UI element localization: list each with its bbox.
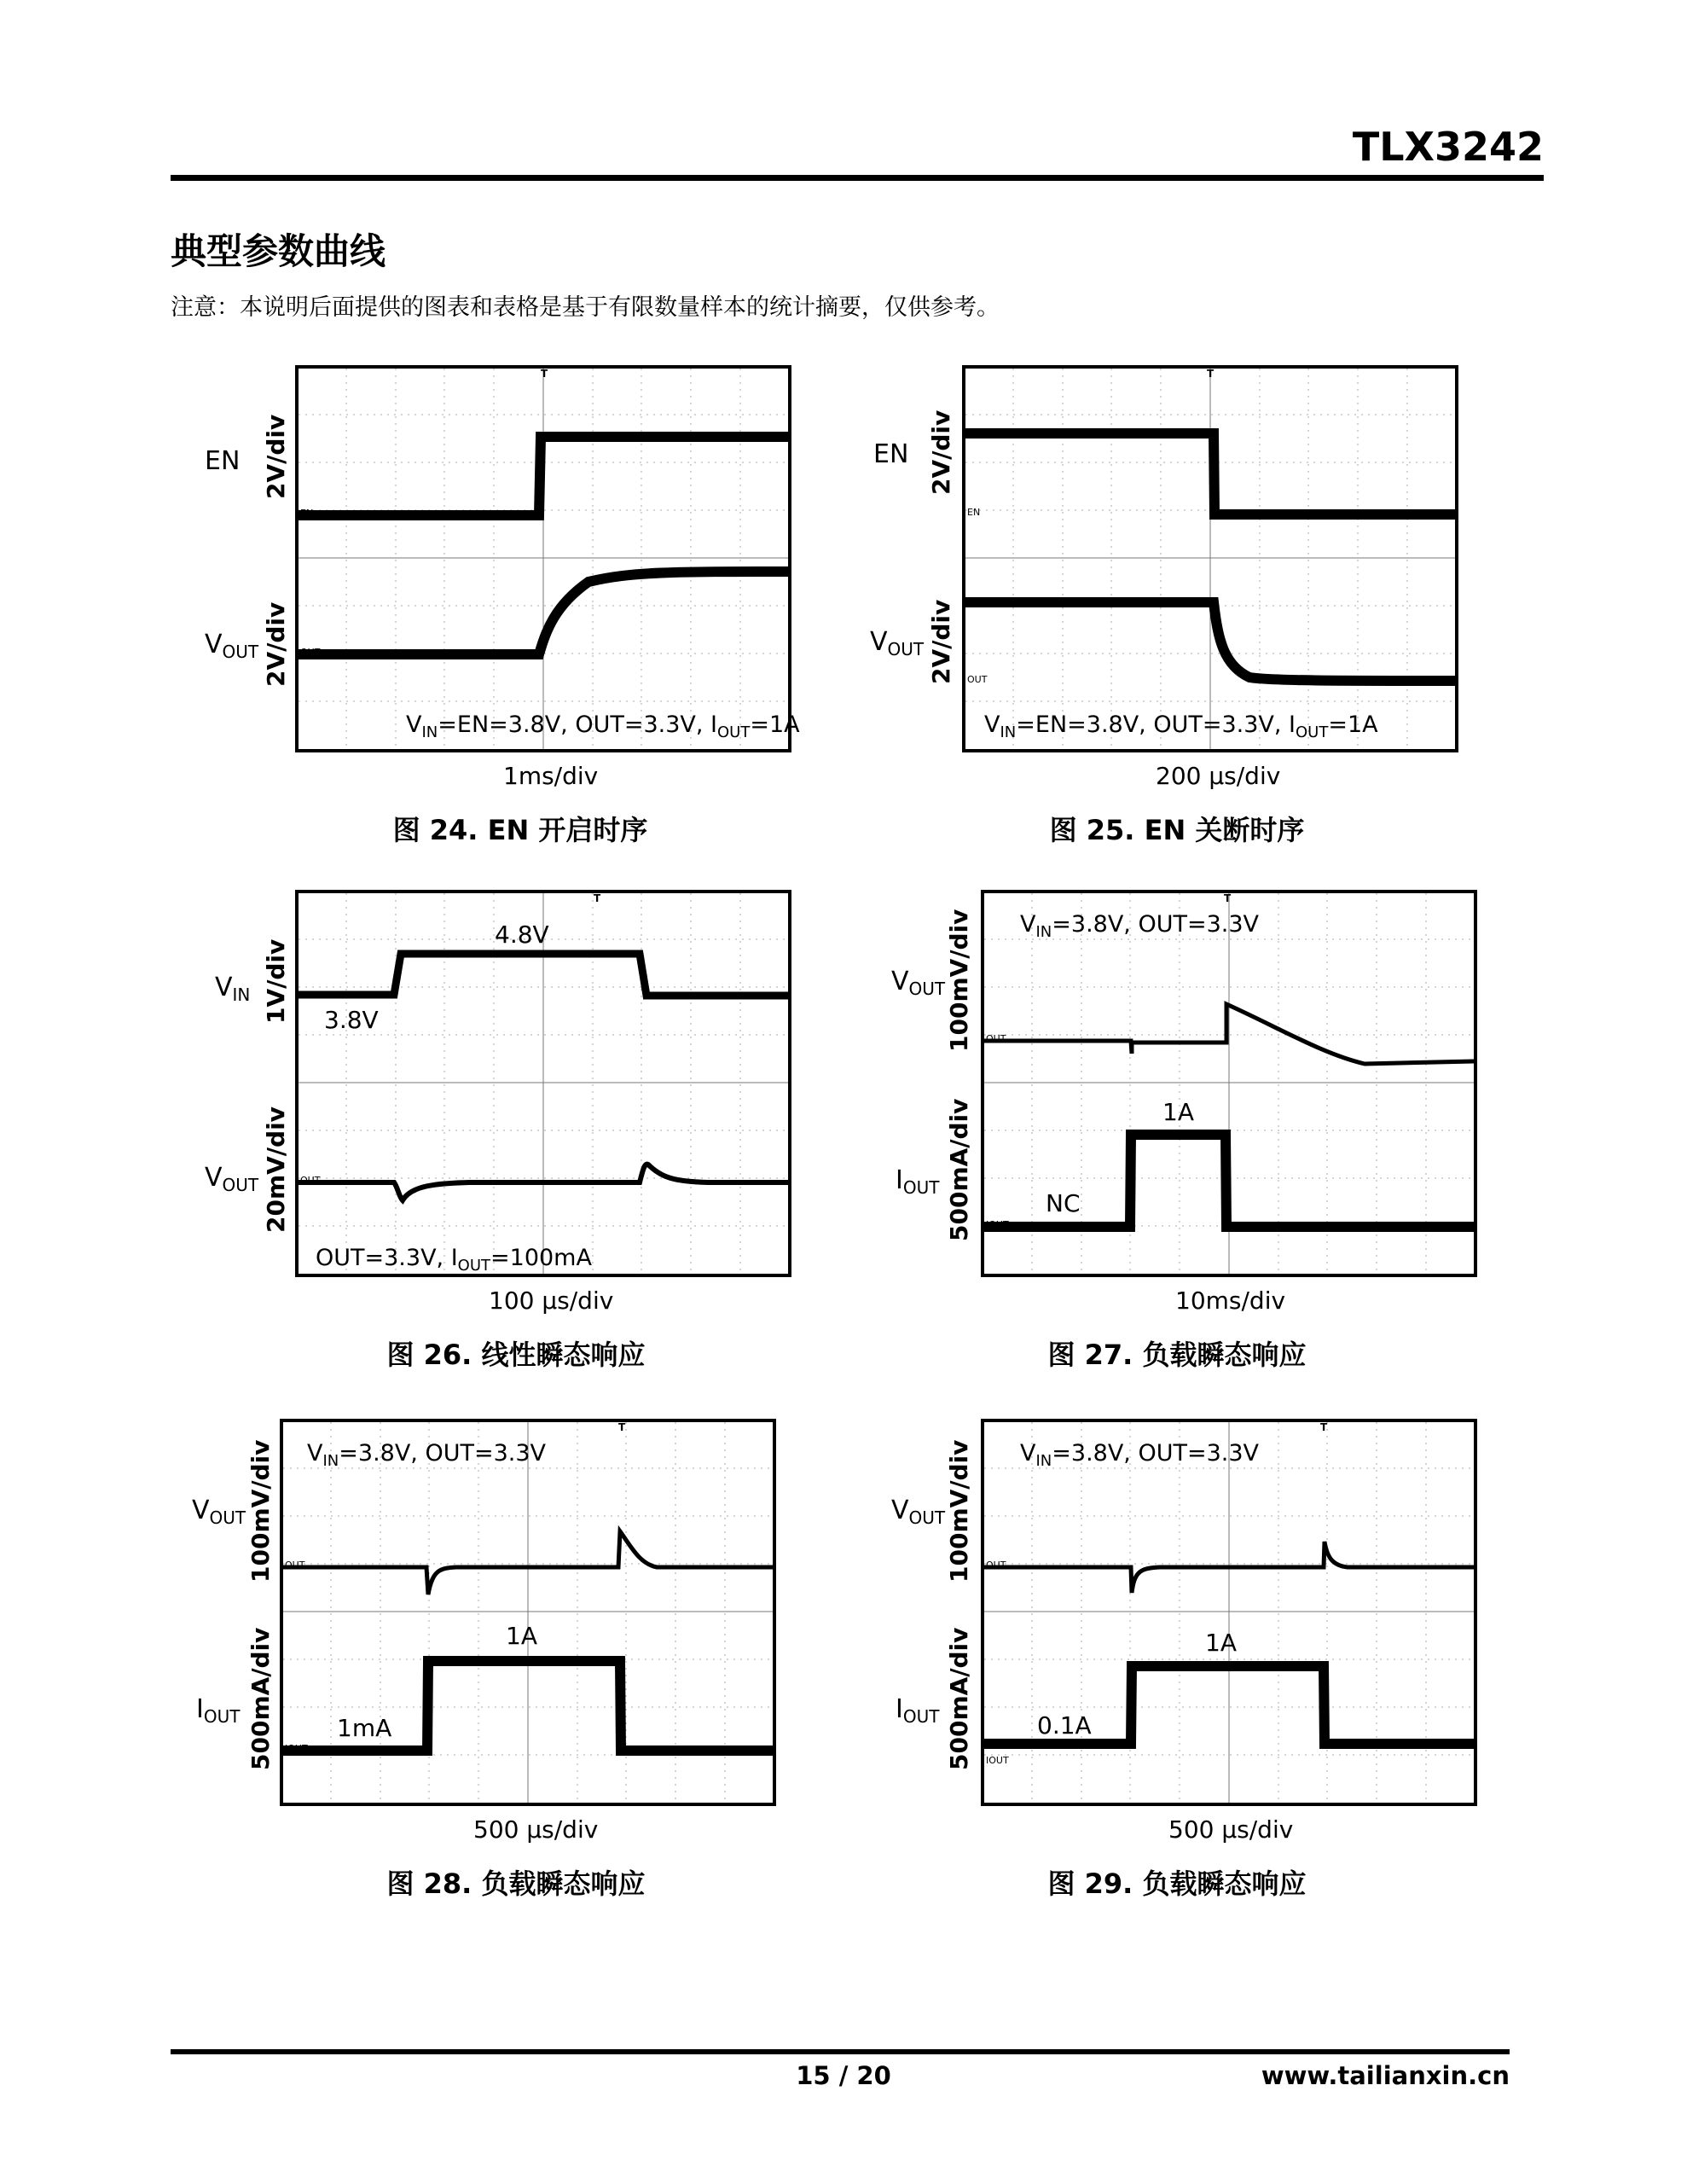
fig24-ch1-scale: 2V/div	[262, 414, 290, 499]
fig27-caption: 图 27. 负载瞬态响应	[1047, 1339, 1307, 1371]
svg-text:IOUT: IOUT	[986, 1219, 1009, 1230]
fig27-xdiv: 10ms/div	[1175, 1287, 1286, 1315]
svg-text:EN: EN	[300, 508, 314, 519]
fig28-ann-high: 1A	[506, 1622, 537, 1650]
fig26-caption: 图 26. 线性瞬态响应	[386, 1339, 646, 1371]
part-number: TLX3242	[1352, 124, 1544, 170]
fig25-ch2-label: $V_{OUT}$	[870, 627, 925, 659]
svg-text:T: T	[1207, 368, 1215, 380]
website-link[interactable]: www.tailianxin.cn	[1261, 2061, 1510, 2090]
figure-27-scope	[878, 883, 1493, 1284]
fig26-ann-high: 4.8V	[495, 921, 549, 949]
header-rule	[171, 175, 1544, 181]
footer-rule	[171, 2049, 1510, 2054]
fig26-ch2-scale: 20mV/div	[262, 1107, 290, 1233]
svg-text:EN: EN	[205, 446, 241, 476]
svg-text:OUT: OUT	[300, 1175, 321, 1186]
fig28-ch1-scale: 100mV/div	[246, 1439, 275, 1583]
fig25-ch1-scale: 2V/div	[927, 410, 955, 495]
fig26-ch2-label: $V_{OUT}$	[205, 1163, 259, 1195]
fig25-ch2-scale: 2V/div	[927, 599, 955, 684]
fig27-ann-low: NC	[1046, 1189, 1081, 1217]
svg-text:T: T	[618, 1421, 626, 1433]
fig26-ch1-label: $V_{IN}$	[215, 973, 251, 1005]
svg-text:T: T	[541, 368, 548, 380]
fig24-ch2-scale: 2V/div	[262, 601, 290, 687]
fig29-ch2-scale: 500mA/div	[945, 1627, 973, 1770]
svg-text:OUT: OUT	[285, 1560, 305, 1571]
fig27-ann-high: 1A	[1162, 1098, 1194, 1126]
svg-text:OUT: OUT	[986, 1560, 1006, 1571]
fig25-ch1-label: EN	[873, 439, 909, 469]
fig24-condition: $V_{IN}=EN=3.8V$, OUT=3.3V, $I_{OUT}=1A$	[406, 712, 800, 741]
figure-24-scope	[196, 358, 810, 759]
fig24-xdiv: 1ms/div	[503, 762, 599, 790]
fig28-ch2-label: $I_{OUT}$	[196, 1694, 241, 1727]
svg-text:IOUT: IOUT	[285, 1743, 308, 1754]
fig29-ch1-scale: 100mV/div	[945, 1439, 973, 1583]
fig27-condition: $V_{IN}=3.8V$, OUT=3.3V	[1020, 911, 1260, 941]
fig28-xdiv: 500 µs/div	[473, 1815, 599, 1844]
svg-text:OUT: OUT	[300, 647, 321, 658]
section-note: 注意：本说明后面提供的图表和表格是基于有限数量样本的统计摘要，仅供参考。	[171, 294, 1000, 321]
figure-25-scope	[861, 358, 1475, 759]
svg-text:T: T	[1320, 1421, 1328, 1433]
fig27-ch1-label: $V_{OUT}$	[891, 967, 946, 999]
fig25-caption: 图 25. EN 关断时序	[1049, 814, 1305, 846]
fig29-ch1-label: $V_{OUT}$	[891, 1496, 946, 1528]
svg-text:EN: EN	[967, 507, 981, 518]
svg-text:VOUT: $V_{OUT}$	[205, 630, 259, 662]
page-number: 15 / 20	[796, 2061, 891, 2090]
svg-text:T: T	[1224, 892, 1232, 904]
fig24-caption: 图 24. EN 开启时序	[392, 814, 648, 846]
fig25-xdiv: 200 µs/div	[1156, 762, 1281, 790]
fig29-xdiv: 500 µs/div	[1168, 1815, 1294, 1844]
fig29-ann-high: 1A	[1205, 1629, 1237, 1657]
fig26-ann-low: 3.8V	[324, 1006, 379, 1034]
fig29-caption: 图 29. 负载瞬态响应	[1047, 1867, 1307, 1900]
fig26-xdiv: 100 µs/div	[489, 1287, 614, 1315]
svg-text:IOUT: IOUT	[986, 1755, 1009, 1766]
fig28-ch2-scale: 500mA/div	[246, 1627, 275, 1770]
fig28-ann-low: 1mA	[337, 1714, 392, 1742]
fig27-ch2-label: $I_{OUT}$	[896, 1165, 940, 1198]
fig27-ch2-scale: 500mA/div	[945, 1098, 973, 1241]
fig29-ann-low: 0.1A	[1037, 1711, 1092, 1740]
fig28-caption: 图 28. 负载瞬态响应	[386, 1867, 646, 1900]
fig28-ch1-label: $V_{OUT}$	[192, 1496, 246, 1528]
section-title: 典型参数曲线	[171, 230, 386, 272]
fig29-condition: $V_{IN}=3.8V$, OUT=3.3V	[1020, 1440, 1260, 1470]
fig27-ch1-scale: 100mV/div	[945, 909, 973, 1052]
fig26-condition: OUT=3.3V, $I_{OUT}=100mA$	[316, 1245, 592, 1275]
fig26-ch1-scale: 1V/div	[262, 938, 290, 1024]
figure-29-scope	[878, 1412, 1493, 1813]
svg-text:OUT: OUT	[986, 1033, 1006, 1044]
svg-text:T: T	[594, 892, 601, 904]
fig25-condition: $V_{IN}=EN=3.8V$, OUT=3.3V, $I_{OUT}=1A$	[984, 712, 1378, 741]
fig28-condition: $V_{IN}=3.8V$, OUT=3.3V	[307, 1440, 547, 1470]
fig29-ch2-label: $I_{OUT}$	[896, 1694, 940, 1727]
svg-text:OUT: OUT	[967, 674, 988, 685]
figure-26-scope	[196, 883, 810, 1284]
fig24-ch1-label	[205, 446, 240, 476]
figure-28-scope	[183, 1412, 797, 1813]
fig24-ch2-label	[205, 630, 259, 662]
